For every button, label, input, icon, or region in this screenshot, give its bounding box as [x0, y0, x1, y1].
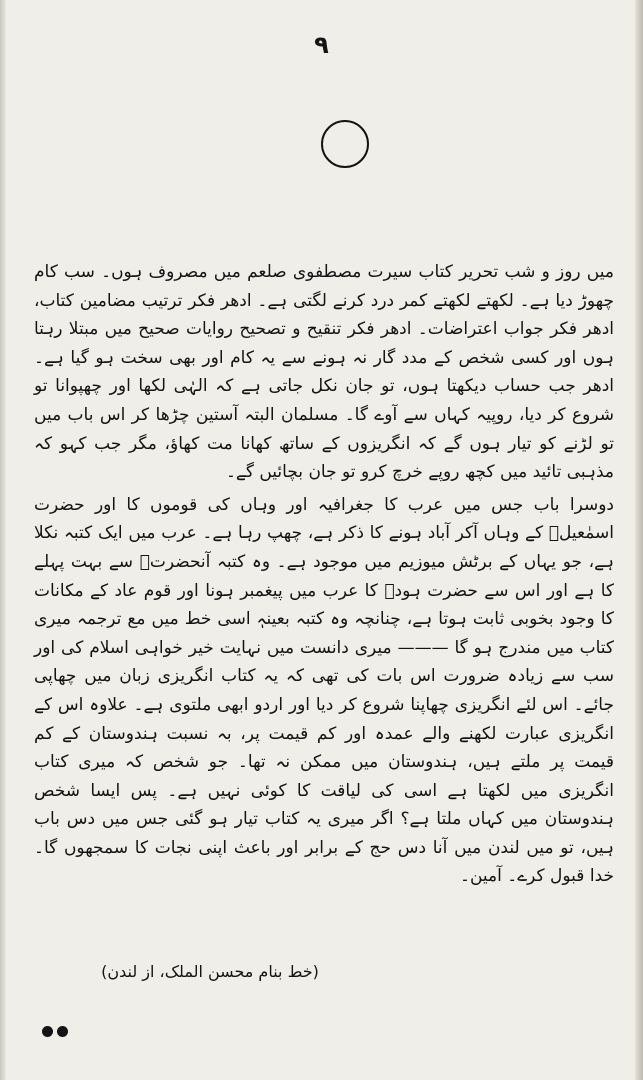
dot	[57, 1026, 68, 1037]
letter-attribution: (خط بنام محسن الملک، از لندن)	[101, 962, 319, 981]
footer-dots-mark	[42, 1022, 88, 1036]
page-right-edge	[635, 0, 643, 1080]
letter-body	[34, 258, 614, 891]
paragraph: دوسرا باب جس میں عرب کا جغرافیہ اور وہاں کی قوموں کا اور حضرت اسمٰعیلؑ کے وہاں آکر آباد ہونے کا ذکر ہے، چھپ رہا ہے۔ عرب میں ایک کتبہ نکلا ہے، جو یہاں کے برٹش میوزیم میں موجود ہے۔ وہ کتبہ آنحضرتؐ سے بہت پہلے کا ہے اور اس سے حضرت ہودؑ کا عرب میں پیغمبر ہونا اور قوم عاد کے مکانات کا وجود بخوبی ثابت ہوتا ہے، چنانچہ وہ کتبہ بعینہٖ اسی خط میں مع ترجمہ میری کتاب میں مندرج ہو گا ——— میری دانست میں نہایت خیر خواہی اسلام کی اور سب سے زیادہ ضرورت اس بات کی تھی کہ یہ کتاب انگریزی زبان میں چھاپی جائے۔ اس لئے انگریزی چھاپنا شروع کر دیا اور اردو ابھی ملتوی ہے۔ علاوہ اس کے انگریزی عبارت لکھنے والے عمدہ اور کم قیمت پر، بہ نسبت ہندوستان کے کم قیمت پر ملتے ہیں، ہندوستان میں ممکن نہ تھا۔ جو شخص کہ میری کتاب انگریزی میں لکھتا ہے اسی کی لیاقت کا کوئی نہیں ہے۔ پس ایسا شخص ہندوستان میں کہاں ملتا ہے؟ اگر میری یہ کتاب تیار ہو گئی جس میں دس باب ہیں، تو میں لندن میں آنا دس حج کے برابر اور باعث اپنی نجات کا سمجھوں گا۔ خدا قبول کرے۔ آمین۔	[34, 494, 614, 887]
dot	[42, 1026, 53, 1037]
paragraph: میں روز و شب تحریر کتاب سیرت مصطفوی صلعم میں مصروف ہوں۔ سب کام چھوڑ دیا ہے۔ لکھتے لکھتے کمر درد کرنے لگتی ہے۔ ادھر فکر ترتیب مضامین کتاب، ادھر فکر جواب اعتراضات۔ ادھر فکر تنقیح و تصحیح روایات صحیح میں مبتلا رہتا ہوں اور کسی شخص کے مدد گار نہ ہونے سے یہ کام اور بھی سخت ہو گیا ہے۔ ادھر جب حساب دیکھتا ہوں، تو جان نکل جاتی ہے کہ الہٰی لکھا اور چھپوانا تو شروع کر دیا، روپیہ کہاں سے آوے گا۔ مسلمان البتہ آستین چڑھا کر اس باب میں تو لڑنے کو تیار ہوں گے کہ انگریزوں کے ساتھ کھانا مت کھاؤ، مگر جب کہو کہ مذہبی تائید میں کچھ روپے خرچ کرو تو جان بچائیں گے۔	[34, 262, 614, 483]
page-number: ۹	[314, 31, 329, 59]
chapter-ornament-circle	[321, 120, 369, 168]
page-left-edge	[0, 0, 6, 1080]
